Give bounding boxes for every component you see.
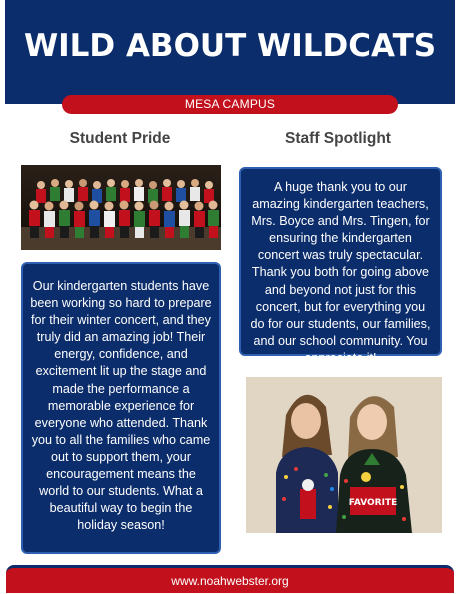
student-concert-photo — [21, 165, 221, 250]
teachers-photo-illustration — [246, 377, 442, 533]
teachers-photo — [246, 377, 442, 533]
student-pride-body: Our kindergarten students have been working so hard to prepare for their winter concert, and they truly did an amazing job! Their energy, confidence, and excitement lit up the stage and made the performance a memorable experience for everyone who attended. Thank you to all the families who came out to support them, your encouragement means the world to our students. What a beautiful way to begin the holiday season! — [30, 279, 212, 533]
concert-photo-illustration — [21, 165, 221, 250]
staff-spotlight-body: A huge thank you to our amazing kindergarten teachers, Mrs. Boyce and Mrs. Tingen, for ensuring the kindergarten concert was truly spectacular. Thank you both for going above and beyond not just for this concert, but for everything you do for our students, our families, and our school community. You appreciate it! — [250, 180, 431, 365]
sweater-text: FAVORITE — [348, 498, 398, 508]
campus-label: MESA CAMPUS — [62, 95, 398, 114]
footer-website-link[interactable]: www.noahwebster.org — [171, 574, 289, 588]
student-pride-heading: Student Pride — [69, 130, 171, 147]
student-pride-text-box — [21, 262, 221, 554]
footer-bar — [6, 565, 454, 593]
header-banner — [5, 0, 455, 104]
staff-spotlight-heading: Staff Spotlight — [285, 130, 391, 147]
staff-spotlight-text-box — [239, 167, 442, 365]
newsletter-title: WILD ABOUT WILDCATS — [23, 28, 437, 64]
